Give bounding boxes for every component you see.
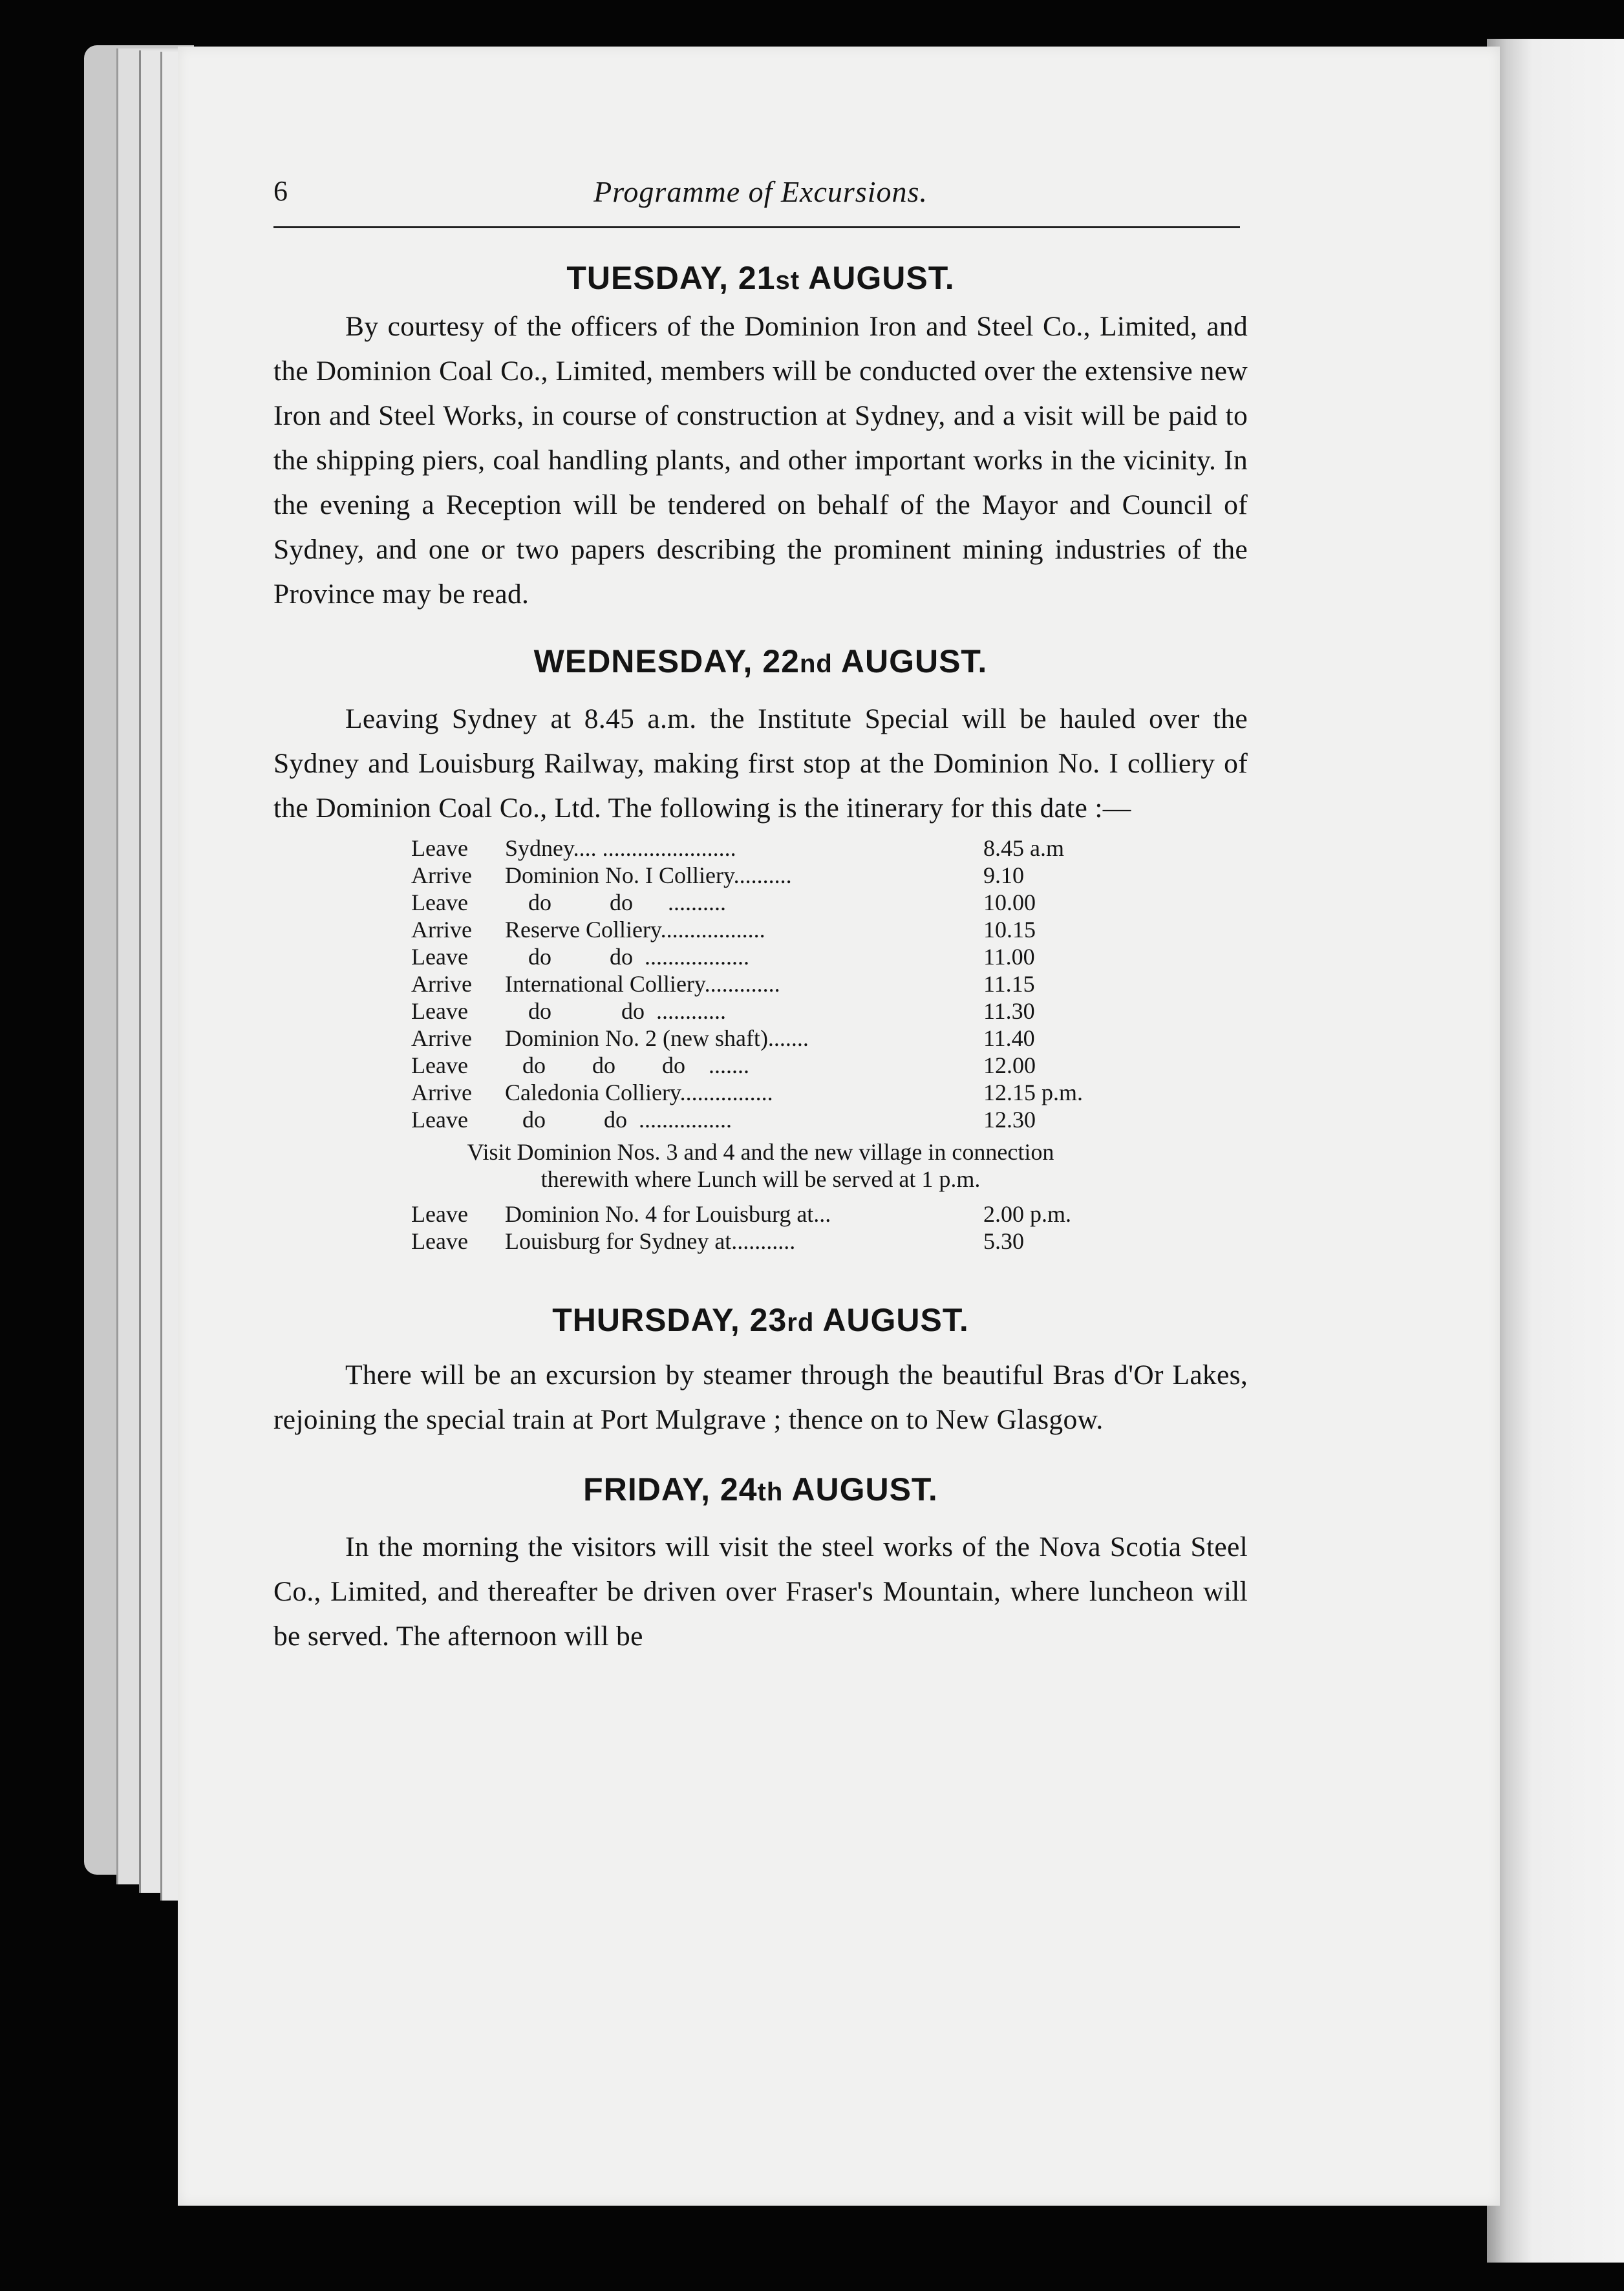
page-content <box>273 175 1248 1659</box>
paragraph-tuesday: By courtesy of the officers of the Dominion Iron and Steel Co., Limited, and the Dominion Coal Co., Limited, members will be conducted over the extensive new Iron and Steel Works, in course of construction at Sydney, and a visit will be paid to the shipping piers, coal handling plants, and other important works in the vicinity. In the evening a Reception will be tendered on behalf of the Mayor and Council of Sydney, and one or two papers describing the prominent mining industries of the Province may be read. <box>273 311 1248 610</box>
header-rule <box>273 226 1240 228</box>
itinerary-row: Leave Sydney.... ....................... 8.45 a.m <box>411 835 1064 861</box>
paragraph-wednesday: Leaving Sydney at 8.45 a.m. the Institute Special will be hauled over the Sydney and Louisburg Railway, making first stop at the Dominion No. I colliery of the Dominion Coal Co., Ltd. The following is the itinerary for this date :— <box>273 703 1248 824</box>
section-heading-friday: FRIDAY, 24th AUGUST. <box>583 1471 938 1508</box>
itinerary-row: Arrive Caledonia Colliery................ 12.15 p.m. <box>411 1080 1084 1105</box>
itinerary-row: Arrive Dominion No. I Colliery.......... 9.10 <box>411 862 1024 888</box>
running-title: Programme of Excursions. <box>593 175 928 208</box>
itinerary-table <box>273 835 1248 1255</box>
itinerary-row: Leave do do ............ 11.30 <box>411 998 1035 1024</box>
page-number: 6 <box>273 175 288 207</box>
itinerary-row: Leave do do do ....... 12.00 <box>411 1052 1036 1078</box>
itinerary-row: Leave do do .................. 11.00 <box>411 944 1035 970</box>
itinerary-row: Arrive International Colliery............. 11.15 <box>411 971 1035 997</box>
itinerary-row: Arrive Reserve Colliery.................. 10.15 <box>411 917 1036 943</box>
running-head <box>273 175 1248 226</box>
section-heading-wednesday: WEDNESDAY, 22nd AUGUST. <box>533 643 988 679</box>
facing-page-edge <box>1487 39 1624 2263</box>
paragraph-friday: In the morning the visitors will visit the steel works of the Nova Scotia Steel Co., Limited, and thereafter be driven over Fraser's Mountain, where luncheon will be served. The afternoon will be <box>273 1531 1248 1652</box>
paragraph-thursday: There will be an excursion by steamer through the beautiful Bras d'Or Lakes, rejoining the special train at Port Mulgrave ; thence on to New Glasgow. <box>273 1359 1248 1435</box>
itinerary-row: Arrive Dominion No. 2 (new shaft)....... 11.40 <box>411 1025 1035 1051</box>
itinerary-note: Visit Dominion Nos. 3 and 4 and the new village in connection therewith where Lunch will be served at 1 p.m. <box>467 1139 1054 1192</box>
itinerary-row: Leave Louisburg for Sydney at........... 5.30 <box>411 1228 1024 1254</box>
section-heading-thursday: THURSDAY, 23rd AUGUST. <box>552 1302 969 1338</box>
section-heading-tuesday: TUESDAY, 21st AUGUST. <box>566 260 955 296</box>
itinerary-row: Leave Dominion No. 4 for Louisburg at... 2.00 p.m. <box>411 1201 1072 1227</box>
itinerary-row: Leave do do ................ 12.30 <box>411 1107 1036 1133</box>
itinerary-row: Leave do do .......... 10.00 <box>411 890 1036 915</box>
